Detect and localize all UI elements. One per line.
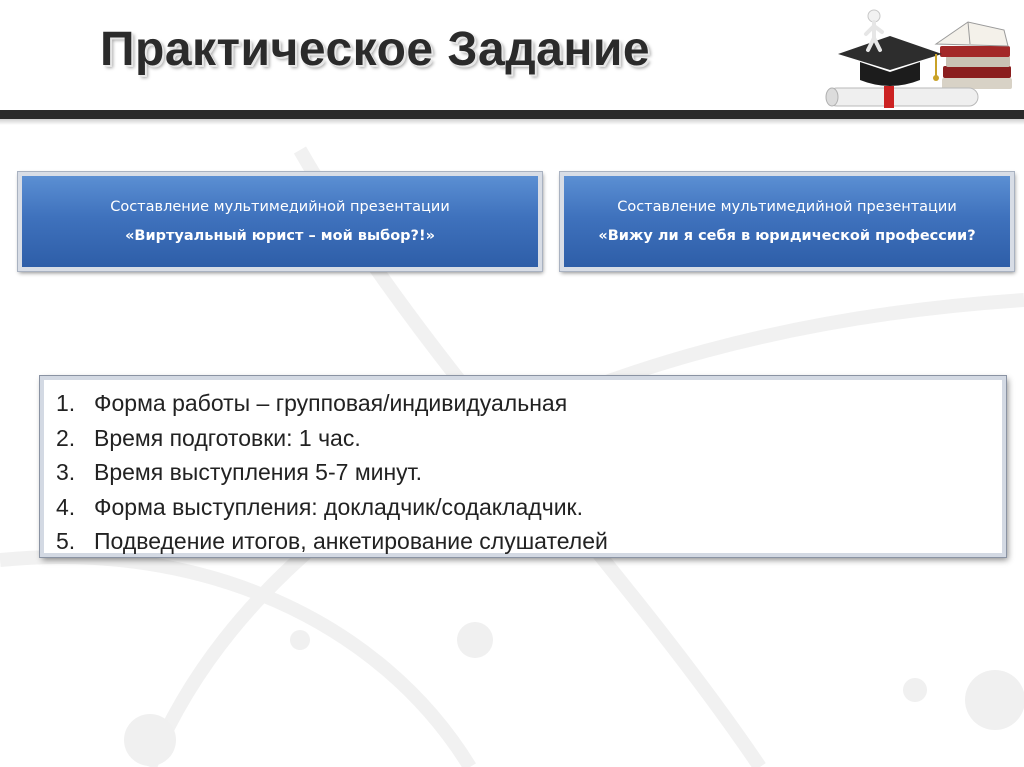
item-number: 5.: [56, 528, 76, 554]
item-text: Время подготовки: 1 час.: [94, 424, 361, 451]
topic-line: Составление мультимедийной презентации: [617, 198, 957, 215]
topic-box-virtual-lawyer: [18, 172, 542, 271]
item-number: 3.: [56, 459, 76, 485]
item-number: 1.: [56, 390, 76, 416]
graduation-cap-books-icon: [818, 6, 1018, 114]
topic-line: Составление мультимедийной презентации: [110, 198, 450, 215]
topic-box-legal-profession: [560, 172, 1014, 271]
slide-title: Практическое Задание: [100, 23, 651, 76]
list-item: [56, 490, 1002, 525]
item-text: Время выступления 5-7 минут.: [94, 459, 423, 485]
task-list-box: [40, 376, 1006, 557]
list-item: [56, 455, 1002, 490]
topic-title: «Виртуальный юрист – мой выбор?!»: [125, 227, 435, 244]
item-text: Подведение итогов, анкетирование слушателей: [94, 528, 608, 554]
item-number: 2.: [56, 424, 76, 451]
item-text: Форма выступления: докладчик/содакладчик.: [94, 493, 583, 520]
item-text: Форма работы – групповая/индивидуальная: [94, 390, 568, 416]
list-item: [56, 386, 1002, 421]
list-item: [56, 421, 1002, 456]
list-item: [56, 524, 1002, 559]
task-list: [56, 386, 1002, 559]
topic-title: «Вижу ли я себя в юридической профессии?: [598, 227, 976, 244]
item-number: 4.: [56, 493, 76, 520]
title-underline: [0, 110, 1024, 119]
title-underline-shadow: [0, 119, 1024, 125]
